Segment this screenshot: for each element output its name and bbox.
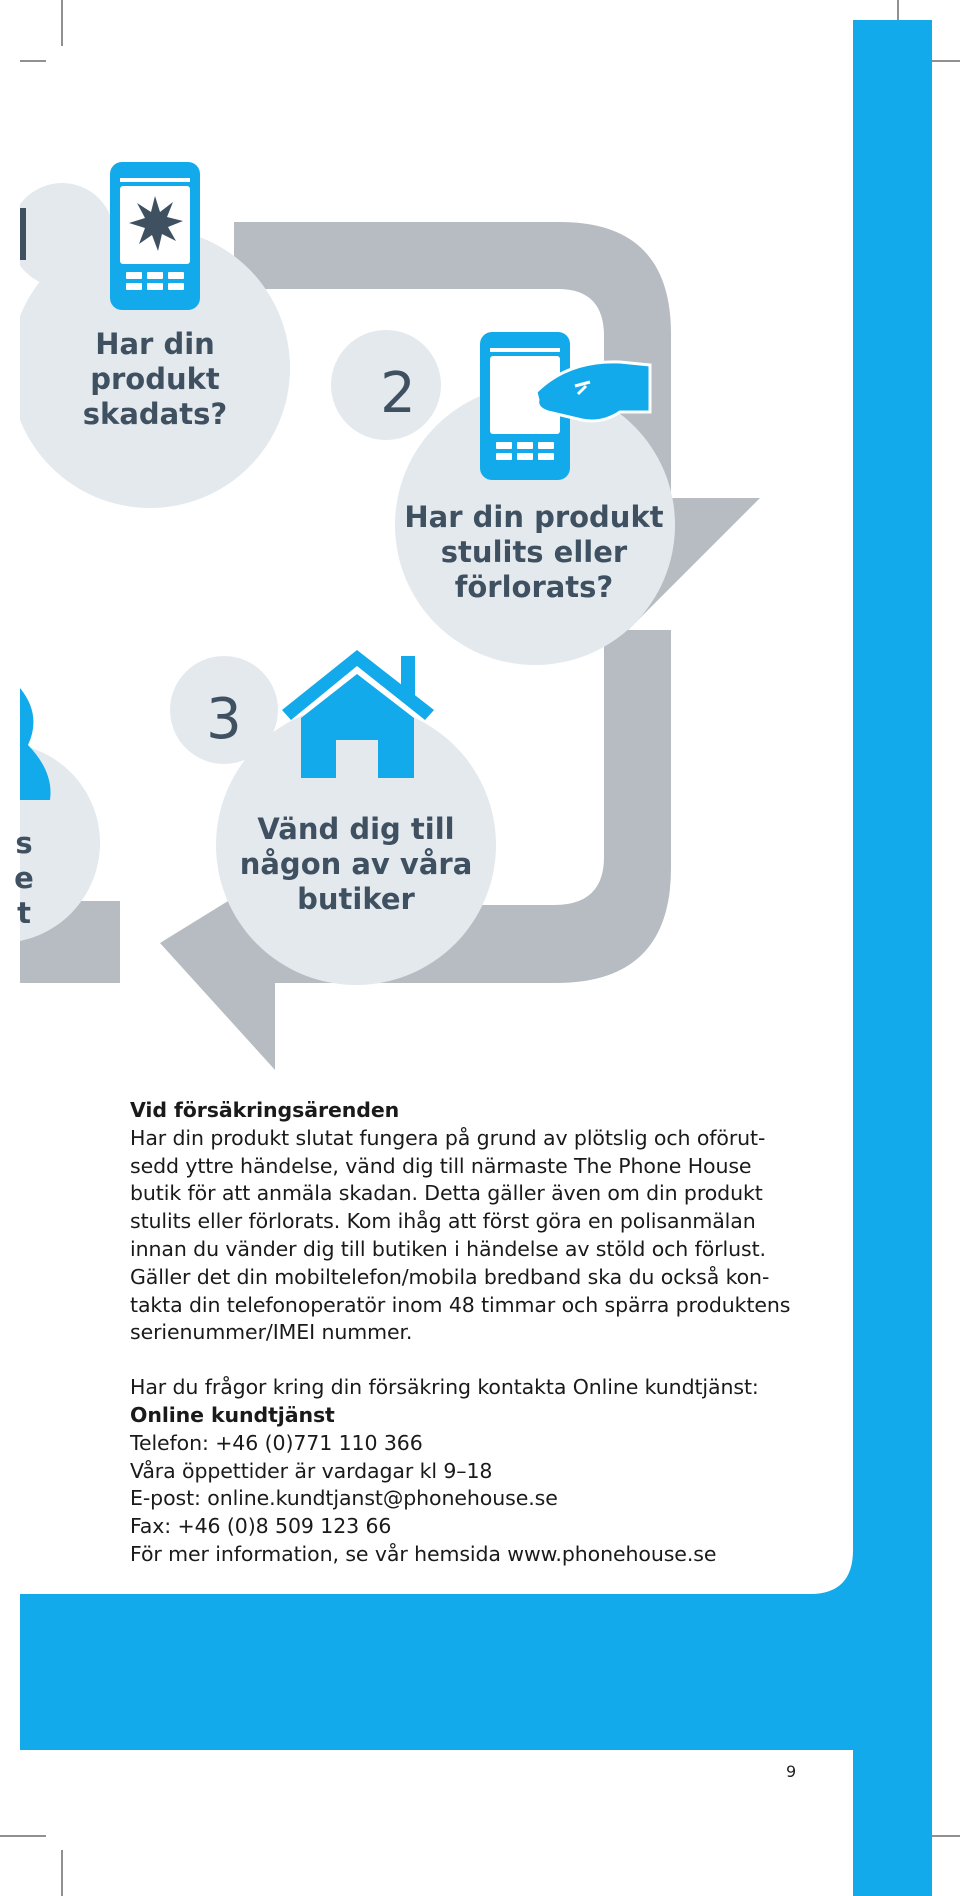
step-1-label-line: skadats? — [82, 397, 228, 431]
bottom-blue-band — [20, 1550, 853, 1750]
contact-heading: Online kundtjänst — [130, 1402, 335, 1427]
cut-step-label-line: s — [15, 826, 33, 860]
partial-icon-left — [20, 688, 51, 800]
info-body-line: sedd yttre händelse, vänd dig till närmaste The Phone House — [130, 1153, 752, 1178]
info-section — [130, 1097, 790, 1569]
step-1-label-line: produkt — [90, 362, 220, 396]
step-3-label-line: någon av våra — [239, 847, 473, 881]
info-body-line: stulits eller förlorats. Kom ihåg att först göra en polisanmälan — [130, 1209, 756, 1234]
info-body-line: butik för att anmäla skadan. Detta gäller även om din produkt — [130, 1181, 763, 1206]
step-2-number: 2 — [380, 361, 416, 426]
info-body-line: Gäller det din mobiltelefon/mobila bredband ska du också kon- — [130, 1264, 770, 1289]
info-body — [130, 1125, 790, 1347]
contact-line: Fax: +46 (0)8 509 123 66 — [130, 1514, 392, 1539]
info-heading: Vid försäkringsärenden — [130, 1098, 400, 1122]
info-body-line: Har din produkt slutat fungera på grund av plötslig och oförut- — [130, 1125, 766, 1150]
info-body-line: takta din telefonoperatör inom 48 timmar och spärra produktens — [130, 1292, 791, 1317]
step-2-label-line: förlorats? — [454, 570, 614, 604]
page-number: 9 — [786, 1762, 797, 1781]
info-body-line: innan du vänder dig till butiken i händelse av stöld och förlust. — [130, 1236, 766, 1261]
step-1-number-partial — [20, 208, 26, 260]
right-blue-band — [853, 20, 932, 1896]
contact-line: Våra öppettider är vardagar kl 9–18 — [130, 1458, 493, 1483]
info-body-line: serienummer/IMEI nummer. — [130, 1320, 413, 1345]
step-1-label-line: Har din — [95, 327, 215, 361]
contact-line: För mer information, se vår hemsida www.phonehouse.se — [130, 1541, 717, 1566]
step-3-label-line: butiker — [297, 882, 415, 916]
contact-line: E-post: online.kundtjanst@phonehouse.se — [130, 1486, 558, 1511]
step-2-label-line: stulits eller — [440, 535, 628, 569]
contact-intro: Har du frågor kring din försäkring kontakta Online kundtjänst: — [130, 1375, 759, 1400]
cut-step-label-line: t — [17, 896, 31, 930]
contact-line: Telefon: +46 (0)771 110 366 — [130, 1430, 423, 1455]
damaged-phone-icon — [110, 162, 200, 310]
step-2-label-line: Har din produkt — [404, 500, 664, 534]
step-3-number: 3 — [206, 687, 242, 752]
cut-step-label-line: e — [14, 861, 34, 895]
step-3-label-line: Vänd dig till — [257, 812, 455, 846]
contact-details — [130, 1430, 790, 1569]
